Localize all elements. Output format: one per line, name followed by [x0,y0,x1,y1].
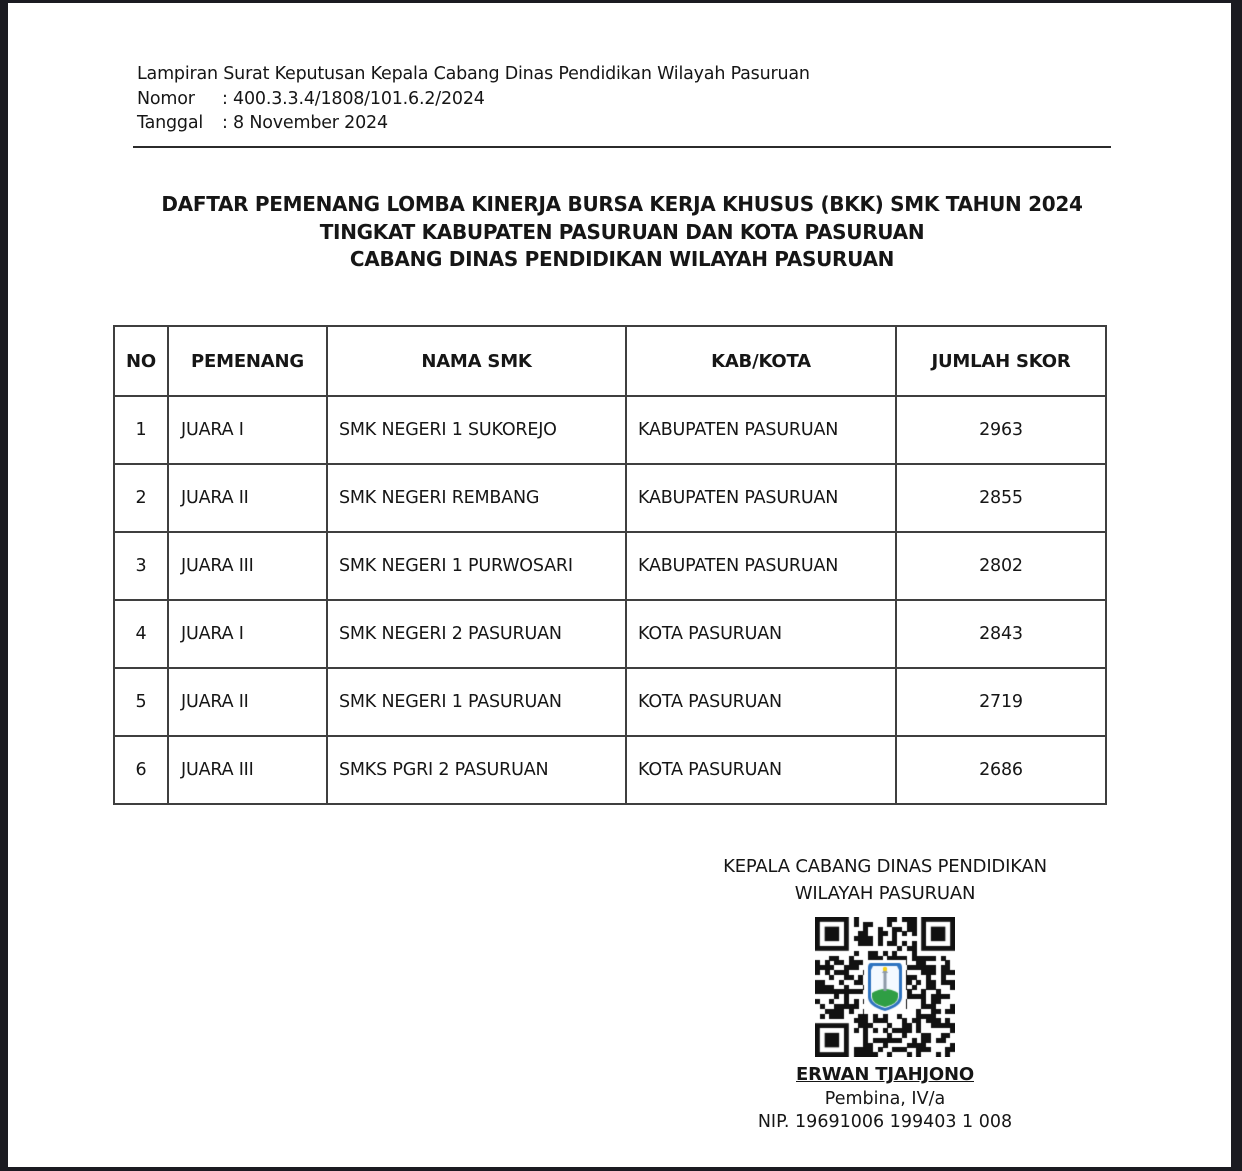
tanggal-label: Tanggal [137,113,204,133]
col-header-nama-smk: NAMA SMK [327,326,626,396]
nomor-label: Nomor [137,88,195,109]
cell-jumlah-skor: 2719 [896,668,1106,736]
cell-nama-smk: SMK NEGERI 2 PASURUAN [327,600,626,668]
viewer-edge-bottom [0,1167,1242,1171]
cell-pemenang: JUARA III [168,532,327,600]
letter-header [137,62,810,136]
cell-no: 5 [114,668,168,736]
signature-block [610,853,1160,1132]
table-row [114,668,1106,736]
cell-pemenang: JUARA II [168,668,327,736]
letter-header-tanggal [137,111,810,136]
cell-pemenang: JUARA III [168,736,327,804]
document-title [133,191,1111,274]
header-row [114,326,1106,396]
col-header-pemenang: PEMENANG [168,326,327,396]
signatory-name: ERWAN TJAHJONO [796,1064,974,1085]
cell-nama-smk: SMK NEGERI REMBANG [327,464,626,532]
qr-code-icon [815,917,955,1057]
cell-kab-kota: KABUPATEN PASURUAN [626,532,896,600]
cell-kab-kota: KABUPATEN PASURUAN [626,464,896,532]
nomor-value: : 400.3.3.4/1808/101.6.2/2024 [222,88,485,109]
tanggal-value: : 8 November 2024 [222,113,388,133]
viewer-edge-top [0,0,1242,3]
cell-pemenang: JUARA I [168,396,327,464]
cell-no: 3 [114,532,168,600]
signatory-rank: Pembina, IV/a [824,1089,946,1109]
cell-pemenang: JUARA I [168,600,327,668]
cell-kab-kota: KOTA PASURUAN [626,736,896,804]
title-line-1: DAFTAR PEMENANG LOMBA KINERJA BURSA KERJA KHUSUS (BKK) SMK TAHUN 2024 [161,192,1083,216]
cell-kab-kota: KABUPATEN PASURUAN [626,396,896,464]
cell-no: 6 [114,736,168,804]
letter-header-nomor [137,87,810,112]
winners-table-head [114,326,1106,396]
cell-no: 2 [114,464,168,532]
col-header-kab-kota: KAB/KOTA [626,326,896,396]
title-line-2: TINGKAT KABUPATEN PASURUAN DAN KOTA PASURUAN [319,219,925,244]
cell-no: 1 [114,396,168,464]
cell-jumlah-skor: 2963 [896,396,1106,464]
cell-nama-smk: SMKS PGRI 2 PASURUAN [327,736,626,804]
table-row [114,736,1106,804]
cell-jumlah-skor: 2686 [896,736,1106,804]
title-line-3: CABANG DINAS PENDIDIKAN WILAYAH PASURUAN [349,247,895,271]
cell-pemenang: JUARA II [168,464,327,532]
cell-jumlah-skor: 2802 [896,532,1106,600]
viewer-edge-left [0,0,8,1171]
cell-nama-smk: SMK NEGERI 1 PASURUAN [327,668,626,736]
letter-header-line1: Lampiran Surat Keputusan Kepala Cabang Dinas Pendidikan Wilayah Pasuruan [137,64,810,84]
table-row [114,396,1106,464]
table-row [114,464,1106,532]
header-divider-line [133,146,1111,148]
cell-kab-kota: KOTA PASURUAN [626,600,896,668]
cell-kab-kota: KOTA PASURUAN [626,668,896,736]
cell-nama-smk: SMK NEGERI 1 PURWOSARI [327,532,626,600]
cell-no: 4 [114,600,168,668]
col-header-no: NO [114,326,168,396]
table-row [114,600,1106,668]
signatory-office-line1: KEPALA CABANG DINAS PENDIDIKAN [723,856,1047,877]
table-body [114,396,1106,804]
cell-jumlah-skor: 2855 [896,464,1106,532]
viewer-edge-right [1231,0,1242,1171]
cell-nama-smk: SMK NEGERI 1 SUKOREJO [327,396,626,464]
col-header-jumlah-skor: JUMLAH SKOR [896,326,1106,396]
winners-table [113,325,1107,805]
table-row [114,532,1106,600]
signatory-nip: NIP. 19691006 199403 1 008 [757,1112,1013,1132]
cell-jumlah-skor: 2843 [896,600,1106,668]
signatory-office-line2: WILAYAH PASURUAN [794,883,976,904]
